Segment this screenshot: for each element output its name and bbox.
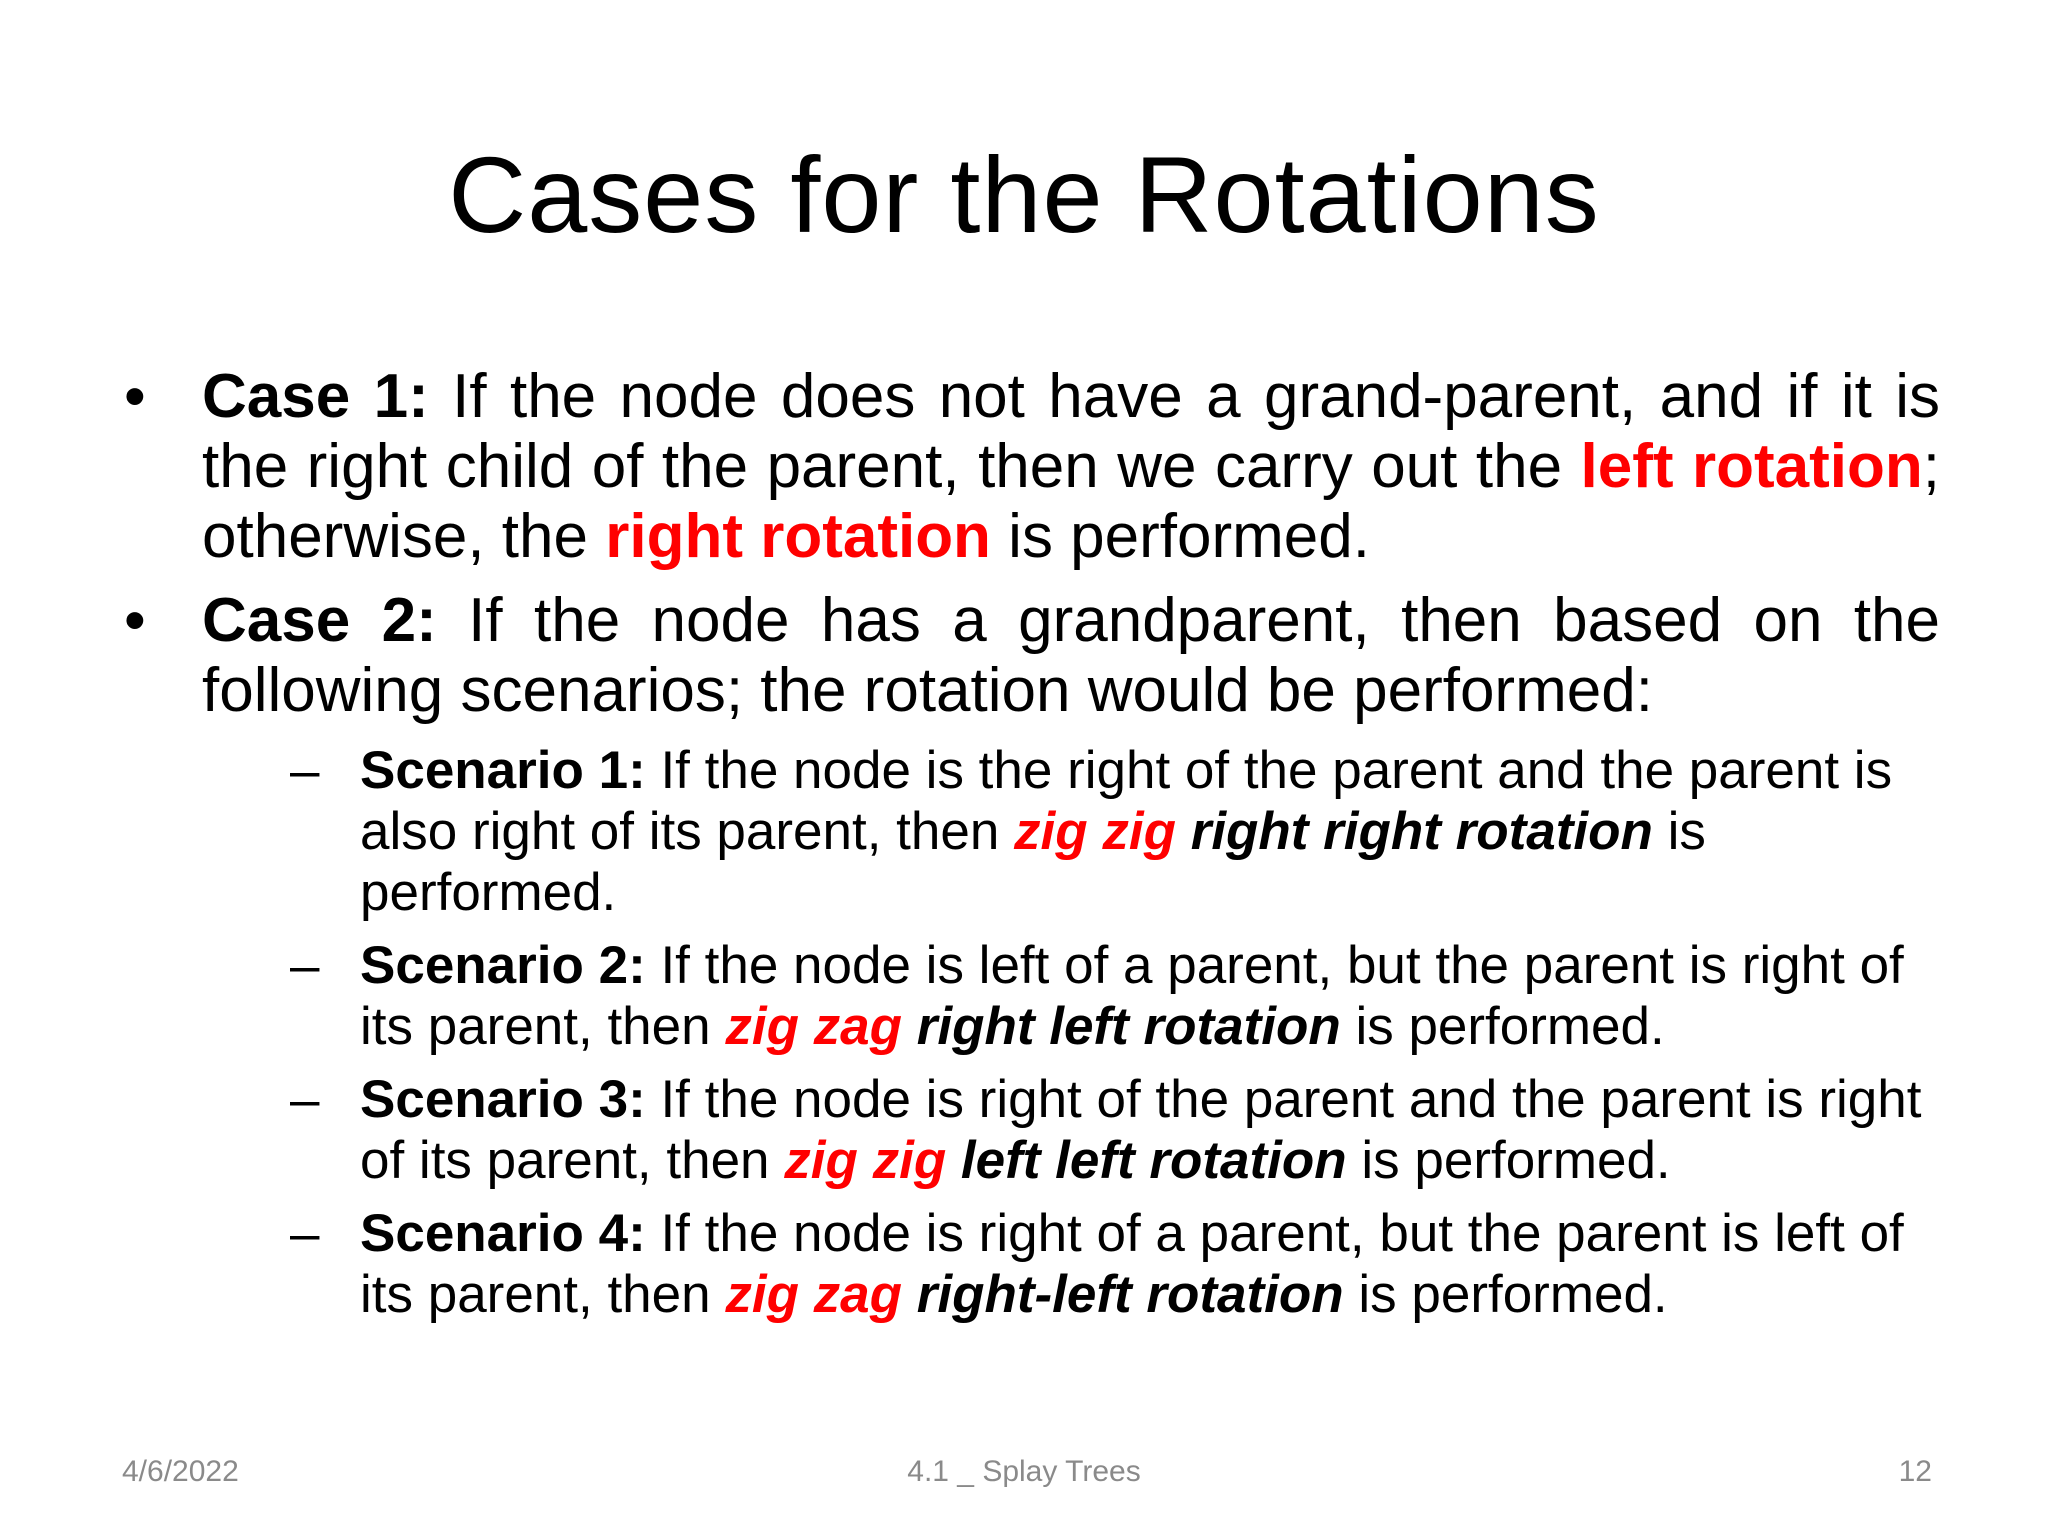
scenario-2	[292, 935, 1940, 1057]
case-2-text: If the node has a grandparent, then based on the following scenarios; the rotation would be performed:	[202, 586, 1941, 725]
scenario-3-label: Scenario 3:	[360, 1070, 646, 1129]
scenario-1-text-1: If the node is the right of the parent and the parent is also right of its parent, then	[360, 741, 1893, 861]
dash-marker: –	[290, 741, 320, 800]
case-1-text-1: If the node does not have a grand-parent, and if it is the right child of the parent, then we carry out the	[202, 362, 1941, 501]
scenario-2-highlight: zig zag	[725, 997, 903, 1056]
scenario-3-text-1: If the node is right of the parent and the parent is right of its parent, then	[360, 1070, 1922, 1190]
scenario-3-rotation-name: left left rotation	[946, 1131, 1347, 1190]
scenario-4-text-1: If the node is right of a parent, but the parent is left of its parent, then	[360, 1204, 1904, 1324]
dash-marker: –	[290, 1204, 320, 1263]
slide-title: Cases for the Rotations	[448, 134, 1600, 255]
case-1-text-2: ; otherwise, the	[202, 432, 1940, 571]
scenario-2-text-1: If the node is left of a parent, but the parent is right of its parent, then	[360, 936, 1904, 1056]
scenario-2-text-2: is performed.	[1340, 997, 1665, 1056]
footer-title: 4.1 _ Splay Trees	[907, 1455, 1141, 1488]
case-1-label: Case 1:	[202, 362, 429, 431]
bullet-case-1	[118, 362, 1940, 572]
bullet-case-2	[118, 586, 1940, 726]
scenario-3-highlight: zig zig	[784, 1131, 947, 1190]
scenario-4	[292, 1203, 1940, 1325]
footer-page-number: 12	[1898, 1455, 1932, 1488]
scenario-3	[292, 1069, 1940, 1191]
scenario-2-rotation-name: right left rotation	[902, 997, 1341, 1056]
scenario-3-text-2: is performed.	[1346, 1131, 1671, 1190]
scenario-1	[292, 740, 1940, 923]
scenario-4-text-2: is performed.	[1343, 1265, 1668, 1324]
bullet-marker: •	[124, 586, 146, 655]
scenario-1-rotation-name: right right rotation	[1175, 802, 1653, 861]
dash-marker: –	[290, 936, 320, 995]
scenario-1-text-2: is performed.	[360, 802, 1706, 922]
footer-date: 4/6/2022	[122, 1455, 239, 1488]
scenario-1-highlight: zig zig	[1014, 802, 1176, 861]
scenario-4-highlight: zig zag	[725, 1265, 903, 1324]
scenario-1-label: Scenario 1:	[360, 741, 646, 800]
dash-marker: –	[290, 1070, 320, 1129]
case-1-text-3: is performed.	[990, 502, 1370, 571]
case-1-highlight-left-rotation: left rotation	[1580, 432, 1923, 501]
case-2-label: Case 2:	[202, 586, 437, 655]
case-1-highlight-right-rotation: right rotation	[605, 502, 991, 571]
scenario-2-label: Scenario 2:	[360, 936, 646, 995]
scenario-4-rotation-name: right-left rotation	[902, 1265, 1344, 1324]
scenario-4-label: Scenario 4:	[360, 1204, 646, 1263]
scenario-list	[118, 740, 1940, 1325]
slide-body	[118, 362, 1940, 1337]
bullet-marker: •	[124, 362, 146, 431]
